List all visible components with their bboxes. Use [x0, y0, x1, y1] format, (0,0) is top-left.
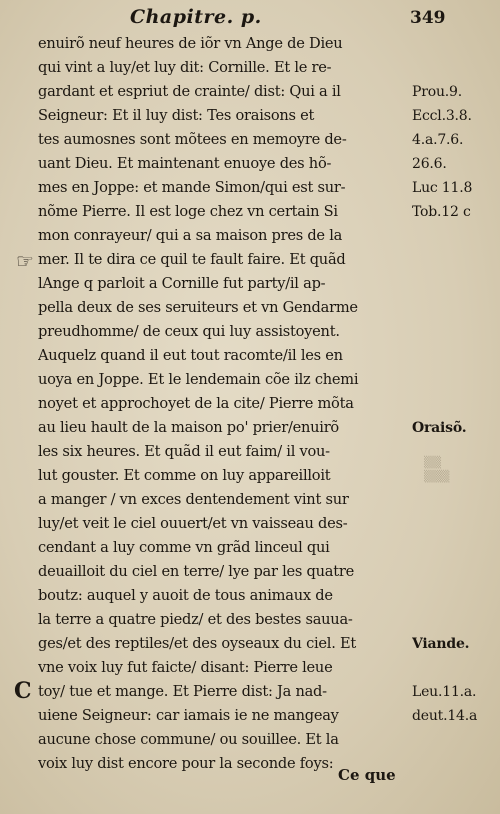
text-line: uant Dieu. Et maintenant enuoye des hõ-: [38, 155, 332, 172]
text-line: boutz: auquel y auoit de tous animaux de: [38, 587, 333, 604]
text-line: gardant et espriut de crainte/ dist: Qui a il: [38, 83, 341, 100]
text-line: qui vint a luy/et luy dit: Cornille. Et le re-: [38, 59, 332, 76]
margin-reference: Leu.11.a.: [412, 684, 477, 700]
text-line: luy/et veit le ciel ouuert/et vn vaisseau des-: [38, 515, 348, 532]
margin-reference: Luc 11.8: [412, 180, 473, 196]
text-line: vne voix luy fut faicte/ disant: Pierre leue: [38, 659, 333, 676]
text-line: enuirõ neuf heures de iõr vn Ange de Dieu: [38, 35, 343, 52]
text-line: mes en Joppe: et mande Simon/qui est sur-: [38, 179, 346, 196]
margin-reference: Eccl.3.8.: [412, 108, 472, 124]
folio-number: 349: [410, 8, 446, 28]
text-line: mer. Il te dira ce quil te fault faire. Et quãd: [38, 251, 346, 268]
show-through-mark: ▒▒ ▒▒▒: [424, 456, 450, 483]
text-line: aucune chose commune/ ou souillee. Et la: [38, 731, 339, 748]
running-title: Chapitre. p.: [130, 6, 262, 28]
text-line: Seigneur: Et il luy dist: Tes oraisons et: [38, 107, 315, 124]
margin-reference: 4.a.7.6.: [412, 132, 464, 148]
text-line: la terre a quatre piedz/ et des bestes sauua-: [38, 611, 353, 628]
text-line: pella deux de ses seruiteurs et vn Gendarme: [38, 299, 358, 316]
margin-reference: Prou.9.: [412, 84, 462, 100]
text-line: lut gouster. Et comme on luy appareilloit: [38, 467, 331, 484]
text-line: lAnge q parloit a Cornille fut party/il ap-: [38, 275, 326, 292]
text-line: uoya en Joppe. Et le lendemain cõe ilz chemi: [38, 371, 359, 388]
text-line: deuailloit du ciel en terre/ lye par les quatre: [38, 563, 354, 580]
text-line: mon conrayeur/ qui a sa maison pres de la: [38, 227, 343, 244]
margin-heading: Viande.: [412, 636, 470, 652]
margin-reference: 26.6.: [412, 156, 447, 172]
text-line: noyet et approchoyet de la cite/ Pierre mõta: [38, 395, 354, 412]
text-line: toy/ tue et mange. Et Pierre dist: Ja nad-: [38, 683, 327, 700]
text-line: preudhomme/ de ceux qui luy assistoyent.: [38, 323, 340, 340]
text-line: nõme Pierre. Il est loge chez vn certain Si: [38, 203, 338, 220]
text-line: voix luy dist encore pour la seconde foys:: [38, 755, 334, 772]
text-line: a manger / vn exces dentendement vint sur: [38, 491, 349, 508]
manicule-icon: ☞: [16, 249, 34, 273]
text-line: cendant a luy comme vn grãd linceul qui: [38, 539, 330, 556]
text-line: au lieu hault de la maison po' prier/enuirõ: [38, 419, 339, 436]
text-line: tes aumosnes sont mõtees en memoyre de-: [38, 131, 347, 148]
margin-heading: Oraisõ.: [412, 420, 467, 436]
catchword: Ce que: [338, 766, 396, 784]
text-line: les six heures. Et quãd il eut faim/ il vou-: [38, 443, 330, 460]
margin-reference: Tob.12 c: [412, 204, 471, 220]
text-line: Auquelz quand il eut tout racomte/il les en: [38, 347, 343, 364]
margin-reference: deut.14.a: [412, 708, 478, 724]
paragraph-initial: C: [14, 678, 32, 704]
text-line: uiene Seigneur: car iamais ie ne mangeay: [38, 707, 339, 724]
text-line: ges/et des reptiles/et des oyseaux du ciel. Et: [38, 635, 357, 652]
